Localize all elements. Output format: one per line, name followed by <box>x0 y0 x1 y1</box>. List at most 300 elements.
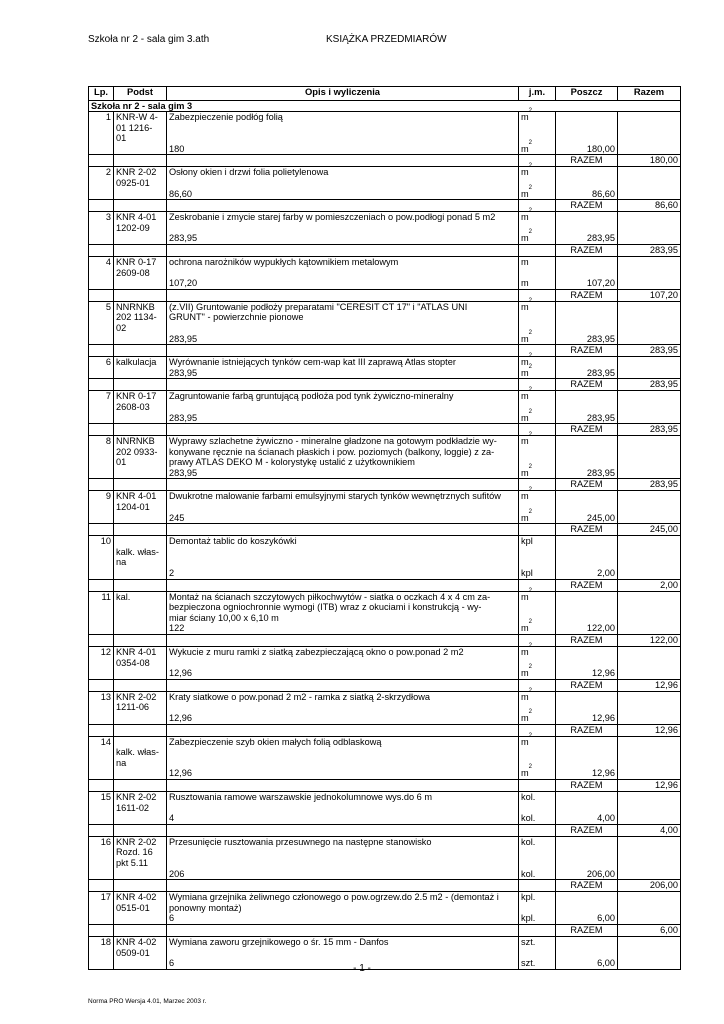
razem-empty-cell <box>519 724 556 736</box>
item-total-empty <box>618 691 681 724</box>
quantity-value: 6,00 <box>597 913 615 924</box>
description-line: Dwukrotne malowanie farbami emulsyjnymi starych tynków wewnętrznych sufitów <box>169 491 501 502</box>
razem-empty-cell <box>519 379 556 394</box>
unit-exponent: 2 <box>528 732 532 739</box>
unit-text: m <box>521 768 529 779</box>
item-quantity <box>556 436 618 479</box>
col-header-poszcz: Poszcz <box>556 87 618 101</box>
unit-exponent: 2 <box>528 408 532 415</box>
item-quantity <box>556 792 618 825</box>
razem-label: RAZEM <box>556 724 618 736</box>
razem-label: RAZEM <box>556 244 618 256</box>
razem-empty-cell <box>114 579 167 591</box>
quantity-value: 245,00 <box>586 512 615 523</box>
item-total-empty <box>618 736 681 779</box>
quantity-expression: 86,60 <box>169 188 192 199</box>
razem-empty-cell <box>167 424 519 436</box>
razem-row <box>89 200 681 212</box>
item-podst <box>114 357 167 379</box>
razem-empty-cell <box>167 579 519 591</box>
description-line: Zagruntowanie farbą gruntującą podłoża pod tynk żywiczno-mineralny <box>169 391 454 402</box>
description-line: Rusztowania ramowe warszawskie jednokolumnowe wys.do 6 m <box>169 792 432 802</box>
quantity-expression: 245 <box>169 512 185 523</box>
unit-line <box>521 353 553 368</box>
unit-text: m <box>521 212 529 223</box>
unit-line <box>521 536 553 547</box>
razem-empty-cell <box>89 880 114 892</box>
item-podst <box>114 491 167 524</box>
item-total-empty <box>618 436 681 479</box>
unit-text: m <box>521 233 529 244</box>
quantity-expression: 12,96 <box>169 713 192 724</box>
razem-empty-cell <box>89 345 114 357</box>
unit-text: kol. <box>521 792 536 802</box>
quantity-value: 107,20 <box>586 278 615 289</box>
unit-text: m <box>521 713 529 724</box>
razem-empty-cell <box>167 880 519 892</box>
item-lp: 2 <box>89 167 114 200</box>
razem-empty-cell <box>167 244 519 256</box>
item-podst <box>114 436 167 479</box>
item-description <box>167 536 519 579</box>
unit-line <box>521 108 553 123</box>
razem-empty-cell <box>89 724 114 736</box>
razem-empty-cell <box>519 679 556 691</box>
item-lp: 14 <box>89 736 114 779</box>
razem-row <box>89 155 681 167</box>
razem-label: RAZEM <box>556 289 618 301</box>
quantity-expression: 2 <box>169 568 175 579</box>
quantity-value: 283,95 <box>586 233 615 244</box>
razem-value: 283,95 <box>618 244 681 256</box>
unit-exponent: 2 <box>528 643 532 650</box>
unit-exponent: 2 <box>528 163 532 170</box>
item-lp: 8 <box>89 436 114 479</box>
razem-empty-cell <box>89 524 114 536</box>
razem-empty-cell <box>114 524 167 536</box>
unit-exponent: 2 <box>528 687 532 694</box>
podst-line: 0515-01 <box>116 902 150 913</box>
podst-line: kalk. włas- <box>116 747 159 758</box>
file-title: Szkoła nr 2 - sala gim 3.ath <box>88 34 210 45</box>
unit-text: m <box>521 467 529 478</box>
description-line: Wymiana zaworu grzejnikowego o śr. 15 mm - Danfos <box>169 936 389 947</box>
unit-line <box>521 837 553 848</box>
item-total-empty <box>618 892 681 925</box>
item-podst <box>114 167 167 200</box>
item-lp: 9 <box>89 491 114 524</box>
unit-line <box>521 709 553 724</box>
razem-empty-cell <box>519 479 556 494</box>
item-row <box>89 591 681 634</box>
unit-text: m <box>521 143 529 154</box>
razem-empty-cell <box>167 345 519 357</box>
razem-row <box>89 244 681 256</box>
podst-line: KNR 4-02 <box>116 936 157 947</box>
quantity-value: 206,00 <box>586 868 615 879</box>
razem-empty-cell <box>89 679 114 691</box>
quantity-value: 283,95 <box>586 333 615 344</box>
item-row <box>89 491 681 524</box>
item-total-empty <box>618 301 681 344</box>
item-quantity <box>556 391 618 424</box>
description-line: Kraty siatkowe o pow.ponad 2 m2 - ramka z siatką 2-skrzydłowa <box>169 691 430 702</box>
unit-line <box>521 208 553 223</box>
unit-exponent: 2 <box>528 619 532 626</box>
razem-value: 206,00 <box>618 880 681 892</box>
item-total-empty <box>618 591 681 634</box>
software-footer: Norma PRO Wersja 4.01, Marzec 2003 r. <box>88 998 207 1005</box>
item-row <box>89 536 681 579</box>
razem-empty-cell <box>114 924 167 936</box>
razem-value: 283,95 <box>618 424 681 436</box>
unit-line <box>521 163 553 178</box>
quantity-value: 86,60 <box>592 188 615 199</box>
unit-line <box>521 892 553 903</box>
item-quantity <box>556 301 618 344</box>
razem-empty-cell <box>114 880 167 892</box>
quantity-value: 283,95 <box>586 367 615 378</box>
quantity-expression: 12,96 <box>169 768 192 779</box>
razem-empty-cell <box>89 579 114 591</box>
item-podst <box>114 836 167 879</box>
item-total-empty <box>618 212 681 245</box>
quantity-expression: 6 <box>169 958 175 969</box>
unit-line <box>521 587 553 603</box>
item-podst <box>114 736 167 779</box>
unit-exponent: 2 <box>528 329 532 336</box>
item-row <box>89 167 681 200</box>
item-unit <box>519 587 556 634</box>
razem-empty-cell <box>114 635 167 647</box>
unit-text: m <box>521 647 529 658</box>
item-lp: 1 <box>89 112 114 155</box>
item-row <box>89 301 681 344</box>
razem-empty-cell <box>167 289 519 301</box>
razem-row <box>89 379 681 391</box>
item-unit <box>519 792 556 825</box>
podst-line <box>116 536 164 547</box>
podst-line: KNR 0-17 <box>116 391 157 402</box>
razem-label: RAZEM <box>556 424 618 436</box>
podst-line: KNR 2-02 <box>116 836 157 847</box>
item-quantity <box>556 647 618 680</box>
razem-empty-cell <box>519 880 556 892</box>
razem-empty-cell <box>114 424 167 436</box>
item-total-empty <box>618 167 681 200</box>
description-line: Montaż na ścianach szczytowych piłkochwytów - siatka o oczkach 4 x 4 cm za- <box>169 591 491 602</box>
item-total-empty <box>618 792 681 825</box>
unit-line <box>521 257 553 268</box>
podst-line: kalk. włas- <box>116 546 159 557</box>
col-header-opis: Opis i wyliczenia <box>167 87 519 101</box>
unit-line <box>521 664 553 679</box>
quantity-expression: 107,20 <box>169 278 198 289</box>
unit-exponent: 2 <box>528 387 532 394</box>
description-line: (z.VII) Gruntowanie podłoży preparatami "CERESIT CT 17" i "ATLAS UNI <box>169 301 468 312</box>
razem-empty-cell <box>89 824 114 836</box>
unit-line <box>521 432 553 447</box>
description-line: prawy ATLAS DEKO M - kolorystykę ustalić z użytkownikiem <box>169 457 415 468</box>
item-row <box>89 391 681 424</box>
unit-text: m <box>521 112 529 122</box>
item-unit <box>519 256 556 289</box>
razem-empty-cell <box>114 289 167 301</box>
item-description <box>167 691 519 724</box>
razem-label: RAZEM <box>556 479 618 491</box>
item-row <box>89 792 681 825</box>
razem-empty-cell <box>519 200 556 215</box>
item-quantity <box>556 892 618 925</box>
unit-exponent: 2 <box>528 208 532 215</box>
item-row <box>89 256 681 289</box>
unit-exponent: 2 <box>528 297 532 304</box>
razem-empty-cell <box>167 780 519 792</box>
unit-line <box>521 792 553 803</box>
description-line: Demontaż tablic do koszykówki <box>169 536 297 547</box>
unit-line <box>521 278 553 289</box>
item-podst <box>114 691 167 724</box>
item-unit <box>519 353 556 379</box>
quantity-value: 6,00 <box>597 958 615 969</box>
podst-line: 01 <box>116 457 127 468</box>
razem-empty-cell <box>114 379 167 391</box>
item-lp: 18 <box>89 936 114 969</box>
podst-line: 1202-09 <box>116 222 150 233</box>
quantity-expression: 4 <box>169 813 175 824</box>
podst-line: KNR 2-02 <box>116 167 157 178</box>
unit-text: m <box>521 591 529 602</box>
unit-line <box>521 508 553 524</box>
razem-value: 12,96 <box>618 679 681 691</box>
unit-line <box>521 732 553 748</box>
item-lp: 4 <box>89 256 114 289</box>
item-description <box>167 836 519 879</box>
item-row <box>89 691 681 724</box>
unit-line <box>521 297 553 313</box>
razem-value: 245,00 <box>618 524 681 536</box>
razem-value: 283,95 <box>618 379 681 391</box>
podst-line: KNR 2-02 <box>116 691 157 702</box>
item-description <box>167 112 519 155</box>
unit-text: m <box>521 491 529 502</box>
item-row <box>89 357 681 379</box>
podst-line: 0354-08 <box>116 657 150 668</box>
item-lp: 16 <box>89 836 114 879</box>
razem-empty-cell <box>89 155 114 167</box>
razem-empty-cell <box>519 155 556 170</box>
podst-line: 02 <box>116 322 127 333</box>
razem-value: 4,00 <box>618 824 681 836</box>
razem-value: 86,60 <box>618 200 681 212</box>
razem-empty-cell <box>114 244 167 256</box>
item-unit <box>519 643 556 680</box>
podst-line: 01 <box>116 133 127 144</box>
item-podst <box>114 212 167 245</box>
description-line: ochrona narożników wypukłych kątownikiem metalowym <box>169 256 399 267</box>
razem-row <box>89 824 681 836</box>
item-unit <box>519 892 556 925</box>
razem-row <box>89 579 681 591</box>
description-line: Osłony okien i drzwi folia polietylenowa <box>169 167 329 178</box>
unit-text: kol. <box>521 836 536 847</box>
item-total-empty <box>618 256 681 289</box>
unit-line <box>521 937 553 948</box>
unit-exponent: 2 <box>528 139 532 146</box>
description-line: Zeskrobanie i zmycie starej farby w pomieszczeniach o pow.podłogi ponad 5 m2 <box>169 212 496 223</box>
unit-line <box>521 568 553 579</box>
item-total-empty <box>618 357 681 379</box>
item-quantity <box>556 112 618 155</box>
razem-empty-cell <box>114 780 167 792</box>
quantity-expression: 206 <box>169 868 185 879</box>
razem-label: RAZEM <box>556 679 618 691</box>
razem-label: RAZEM <box>556 200 618 212</box>
razem-empty-cell <box>114 679 167 691</box>
unit-exponent: 2 <box>528 709 532 716</box>
razem-value: 283,95 <box>618 345 681 357</box>
item-description <box>167 892 519 925</box>
unit-text: m <box>521 668 529 679</box>
description-line: ponowny montaż) <box>169 902 242 913</box>
section-row <box>89 101 681 112</box>
description-line: Wykucie z muru ramki z siatką zabezpieczającą okno o pow.ponad 2 m2 <box>169 647 464 658</box>
item-row <box>89 647 681 680</box>
item-unit <box>519 836 556 879</box>
unit-line <box>521 869 553 880</box>
quantity-value: 180,00 <box>586 143 615 154</box>
unit-text: kpl <box>521 568 533 579</box>
unit-line <box>521 387 553 402</box>
podst-line: na <box>116 557 127 568</box>
unit-text: m <box>521 256 529 267</box>
item-lp: 5 <box>89 301 114 344</box>
razem-value: 283,95 <box>618 479 681 491</box>
quantity-expression: 6 <box>169 913 175 924</box>
quantity-value: 12,96 <box>592 768 615 779</box>
razem-empty-cell <box>89 200 114 212</box>
item-podst <box>114 256 167 289</box>
podst-line: KNR 2-02 <box>116 792 157 802</box>
item-quantity <box>556 736 618 779</box>
unit-text: kpl. <box>521 913 536 924</box>
item-unit <box>519 387 556 424</box>
unit-exponent: 2 <box>528 664 532 671</box>
podst-line: 0925-01 <box>116 177 150 188</box>
podst-line: Rozd. 16 <box>116 847 153 858</box>
razem-empty-cell <box>167 379 519 391</box>
quantity-expression: 180 <box>169 143 185 154</box>
unit-line <box>521 463 553 479</box>
podst-line: KNR-W 4- <box>116 112 158 122</box>
item-quantity <box>556 357 618 379</box>
item-unit <box>519 297 556 344</box>
item-description <box>167 647 519 680</box>
unit-line <box>521 913 553 924</box>
razem-empty-cell <box>167 155 519 167</box>
razem-row <box>89 724 681 736</box>
unit-exponent: 2 <box>528 508 532 515</box>
unit-text: m <box>521 167 529 178</box>
description-line: konywane ręcznie na ścianach płaskich i pow. poziomych (balkony, loggie) z za- <box>169 446 495 457</box>
quantity-value: 4,00 <box>597 813 615 824</box>
item-description <box>167 736 519 779</box>
razem-empty-cell <box>114 345 167 357</box>
item-row <box>89 892 681 925</box>
item-unit <box>519 432 556 479</box>
razem-empty-cell <box>167 200 519 212</box>
item-unit <box>519 163 556 200</box>
razem-label: RAZEM <box>556 635 618 647</box>
item-total-empty <box>618 391 681 424</box>
razem-label: RAZEM <box>556 345 618 357</box>
razem-label: RAZEM <box>556 880 618 892</box>
razem-empty-cell <box>167 479 519 491</box>
item-lp: 17 <box>89 892 114 925</box>
unit-text: m <box>521 391 529 402</box>
unit-exponent: 2 <box>528 764 532 771</box>
item-row <box>89 112 681 155</box>
podst-line: KNR 4-01 <box>116 491 157 502</box>
col-header-lp: Lp. <box>89 87 114 101</box>
razem-value: 12,96 <box>618 724 681 736</box>
razem-empty-cell <box>167 679 519 691</box>
razem-empty-cell <box>519 424 556 439</box>
razem-empty-cell <box>167 635 519 647</box>
razem-empty-cell <box>89 635 114 647</box>
podst-line: 1611-02 <box>116 802 150 813</box>
col-header-razem: Razem <box>618 87 681 101</box>
item-lp: 13 <box>89 691 114 724</box>
description-line: Wyprawy szlachetne żywiczno - mineralne gładzone na gotowym podkładzie wy- <box>169 436 497 447</box>
razem-label: RAZEM <box>556 780 618 792</box>
item-quantity <box>556 212 618 245</box>
razem-row <box>89 780 681 792</box>
razem-empty-cell <box>114 479 167 491</box>
razem-empty-cell <box>519 824 556 836</box>
razem-empty-cell <box>167 824 519 836</box>
quantity-value: 122,00 <box>586 623 615 634</box>
item-quantity <box>556 536 618 579</box>
description-line: Wyrównanie istniejących tynków cem-wap kat III zaprawą Atlas stopter <box>169 357 456 368</box>
unit-text: m <box>521 188 529 199</box>
podst-line: NNRNKB <box>116 436 155 447</box>
col-header-jm: j.m. <box>519 87 556 101</box>
razem-empty-cell <box>89 424 114 436</box>
item-lp: 7 <box>89 391 114 424</box>
description-line: Wymiana grzejnika żeliwnego członowego o pow.ogrzew.do 2.5 m2 - (demontaż i <box>169 892 499 903</box>
quantity-expression: 283,95 <box>169 467 198 478</box>
item-total-empty <box>618 536 681 579</box>
unit-text: m <box>521 367 529 378</box>
description-line: bezpieczona ogniochronnie wymogi (ITB) wraz z okuciami i konstrukcją - wy- <box>169 602 482 613</box>
unit-text: m <box>521 357 529 368</box>
razem-empty-cell <box>167 524 519 536</box>
razem-label: RAZEM <box>556 524 618 536</box>
razem-row <box>89 635 681 647</box>
quantity-expression: 283,95 <box>169 233 198 244</box>
unit-exponent: 2 <box>528 108 532 114</box>
unit-exponent: 2 <box>528 463 532 470</box>
unit-line <box>521 229 553 244</box>
razem-empty-cell <box>89 780 114 792</box>
quantity-expression: 12,96 <box>169 668 192 679</box>
razem-empty-cell <box>114 724 167 736</box>
item-quantity <box>556 591 618 634</box>
razem-empty-cell <box>519 345 556 360</box>
razem-label: RAZEM <box>556 924 618 936</box>
unit-text: m <box>521 412 529 423</box>
